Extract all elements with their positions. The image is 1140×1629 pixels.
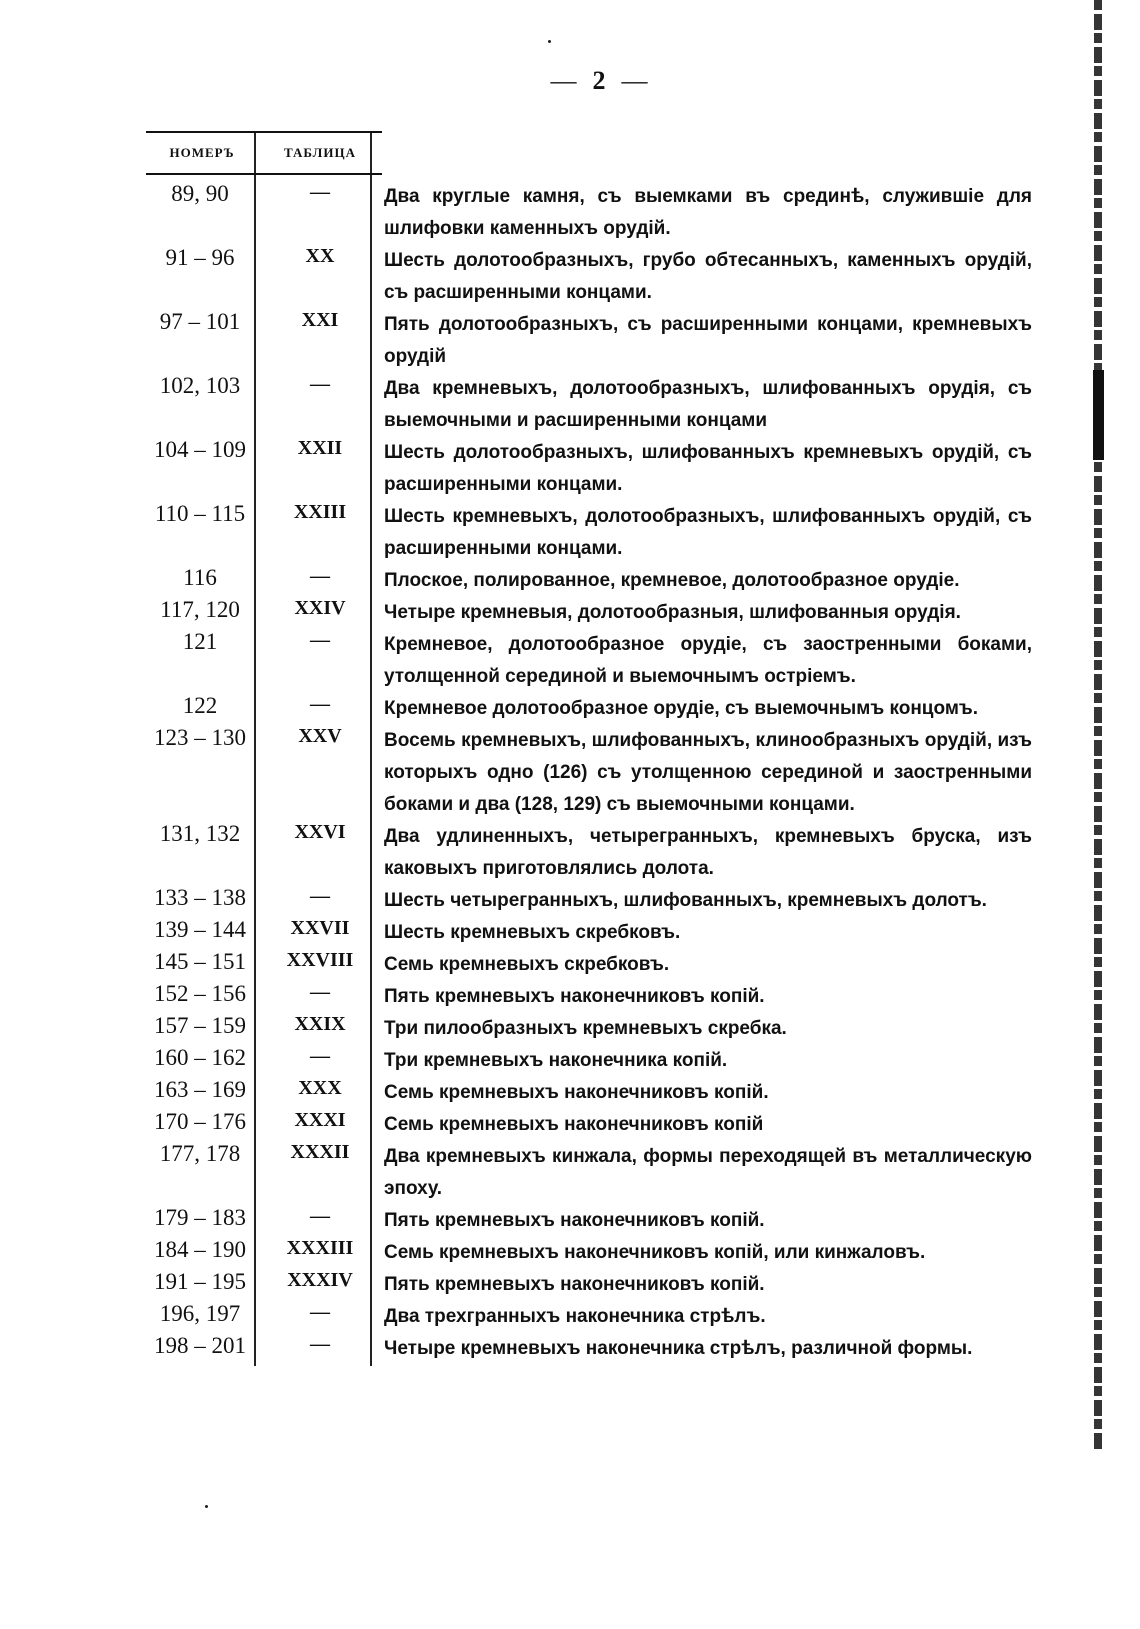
page-edge-shadow [1093,370,1104,460]
plate-reference: XX [305,245,335,267]
item-number: 160 – 162 [154,1045,246,1070]
plate-reference: XXIV [294,597,346,619]
plate-reference: — [310,565,330,587]
table-row [146,1269,1080,1301]
plate-column-header: ТАБЛИЦА [284,145,356,160]
item-number: 110 – 115 [154,501,246,526]
table-row [146,1301,1080,1333]
plate-reference: XXXI [294,1109,346,1131]
plate-reference: — [310,629,330,651]
number-column-header: НОМЕРЪ [169,145,235,160]
item-description: Кремневое, долотообразное орудіе, съ заостренными боками, утолщенной серединой и выемочнымъ остріемъ. [384,634,1032,687]
plate-reference: — [310,693,330,715]
item-number: 102, 103 [159,373,241,398]
table-row [146,437,1080,501]
item-number: 122 [182,693,218,718]
table-row [146,181,1080,245]
table-row [146,309,1080,373]
page-edge-shadow [1094,0,1102,1450]
plate-reference: XXXIV [287,1269,353,1291]
item-description: Шесть кремневыхъ скребковъ. [384,922,681,943]
item-number: 170 – 176 [154,1109,246,1134]
item-number: 104 – 109 [154,437,246,462]
item-description: Кремневое долотообразное орудіе, съ выемочнымъ концомъ. [384,698,979,719]
item-number: 196, 197 [159,1301,241,1326]
table-row [146,501,1080,565]
table-row [146,1237,1080,1269]
table-row [146,1333,1080,1365]
plate-reference: — [310,181,330,203]
table-row [146,373,1080,437]
plate-reference: XXIII [293,501,347,523]
item-number: 152 – 156 [154,981,246,1006]
plate-reference: — [310,885,330,907]
plate-reference: XXIX [294,1013,346,1035]
table-row [146,1141,1080,1205]
item-description: Пять долотообразныхъ, съ расширенными концами, кремневыхъ орудій [384,314,1032,367]
plate-reference: — [310,373,330,395]
item-description: Семь кремневыхъ наконечниковъ копій, или кинжаловъ. [384,1242,926,1263]
item-description: Восемь кремневыхъ, шлифованныхъ, клинообразныхъ орудій, изъ которыхъ одно (126) съ утолщенною серединой и заостренными боками и два (128, 129) съ выемочными концами. [384,730,1032,815]
table-row [146,885,1080,917]
plate-reference: XXI [301,309,339,331]
item-number: 116 [183,565,217,590]
item-description: Семь кремневыхъ скребковъ. [384,954,670,975]
item-description: Четыре кремневыхъ наконечника стрѣлъ, различной формы. [384,1338,973,1359]
plate-reference: XXXII [290,1141,350,1163]
item-description: Пять кремневыхъ наконечниковъ копій. [384,1210,765,1231]
item-number: 131, 132 [159,821,241,846]
table-row [146,1013,1080,1045]
table-header [146,131,382,175]
item-number: 145 – 151 [154,949,246,974]
item-description: Два трехгранныхъ наконечника стрѣлъ. [384,1306,766,1327]
table-row [146,1205,1080,1237]
plate-reference: XXVI [294,821,346,843]
item-number: 198 – 201 [154,1333,246,1358]
table-body [146,175,1080,1365]
table-row [146,917,1080,949]
plate-reference: — [310,1301,330,1323]
item-number: 139 – 144 [154,917,246,942]
item-description: Три пилообразныхъ кремневыхъ скребка. [384,1018,787,1039]
print-speck [548,40,551,43]
item-description: Четыре кремневыя, долотообразныя, шлифованныя орудія. [384,602,961,623]
plate-reference: XXX [298,1077,342,1099]
item-number: 91 – 96 [165,245,235,270]
item-number: 133 – 138 [154,885,246,910]
item-description: Шесть кремневыхъ, долотообразныхъ, шлифованныхъ орудій, съ расширенными концами. [384,506,1032,559]
print-speck [205,1505,208,1508]
plate-reference: — [310,1045,330,1067]
item-description: Шесть четырегранныхъ, шлифованныхъ, кремневыхъ долотъ. [384,890,987,911]
plate-reference: XXVIII [286,949,354,971]
item-number: 117, 120 [160,597,240,622]
item-description: Два круглые камня, съ выемками въ срединѣ, служившіе для шлифовки каменныхъ орудій. [384,186,1032,239]
item-number: 121 [182,629,218,654]
plate-reference: — [310,1205,330,1227]
table-row [146,1109,1080,1141]
item-number: 97 – 101 [159,309,241,334]
page-number-value: 2 [592,66,608,95]
item-number: 163 – 169 [154,1077,246,1102]
catalog-table [146,131,1080,1365]
plate-reference: — [310,1333,330,1355]
item-description: Семь кремневыхъ наконечниковъ копій [384,1114,764,1135]
item-number: 123 – 130 [154,725,246,750]
table-row [146,597,1080,629]
table-row [146,725,1080,821]
plate-reference: XXVII [290,917,350,939]
item-number: 157 – 159 [154,1013,246,1038]
item-description: Семь кремневыхъ наконечниковъ копій. [384,1082,769,1103]
item-number: 179 – 183 [154,1205,246,1230]
table-row [146,245,1080,309]
item-number: 184 – 190 [154,1237,246,1262]
table-row [146,981,1080,1013]
table-row [146,565,1080,597]
item-description: Два кремневыхъ кинжала, формы переходящей въ металлическую эпоху. [384,1146,1032,1199]
table-row [146,1045,1080,1077]
table-row [146,629,1080,693]
item-description: Шесть долотообразныхъ, шлифованныхъ кремневыхъ орудій, съ расширенными концами. [384,442,1032,495]
plate-reference: XXV [298,725,342,747]
item-description: Пять кремневыхъ наконечниковъ копій. [384,1274,765,1295]
item-description: Два удлиненныхъ, четырегранныхъ, кремневыхъ бруска, изъ каковыхъ приготовлялись долота. [384,826,1032,879]
item-number: 89, 90 [171,181,229,206]
plate-reference: XXII [297,437,343,459]
item-description: Три кремневыхъ наконечника копій. [384,1050,728,1071]
item-description: Плоское, полированное, кремневое, долотообразное орудіе. [384,570,960,591]
plate-reference: XXXIII [286,1237,354,1259]
table-row [146,821,1080,885]
page-number: — 2 — [550,66,650,95]
item-description: Пять кремневыхъ наконечниковъ копій. [384,986,765,1007]
table-row [146,1077,1080,1109]
item-number: 177, 178 [159,1141,241,1166]
item-description: Шесть долотообразныхъ, грубо обтесанныхъ, каменныхъ орудій, съ расширенными концами. [384,250,1032,303]
table-row [146,949,1080,981]
item-number: 191 – 195 [154,1269,246,1294]
item-description: Два кремневыхъ, долотообразныхъ, шлифованныхъ орудія, съ выемочными и расширенными концами [384,378,1032,431]
table-row [146,693,1080,725]
plate-reference: — [310,981,330,1003]
